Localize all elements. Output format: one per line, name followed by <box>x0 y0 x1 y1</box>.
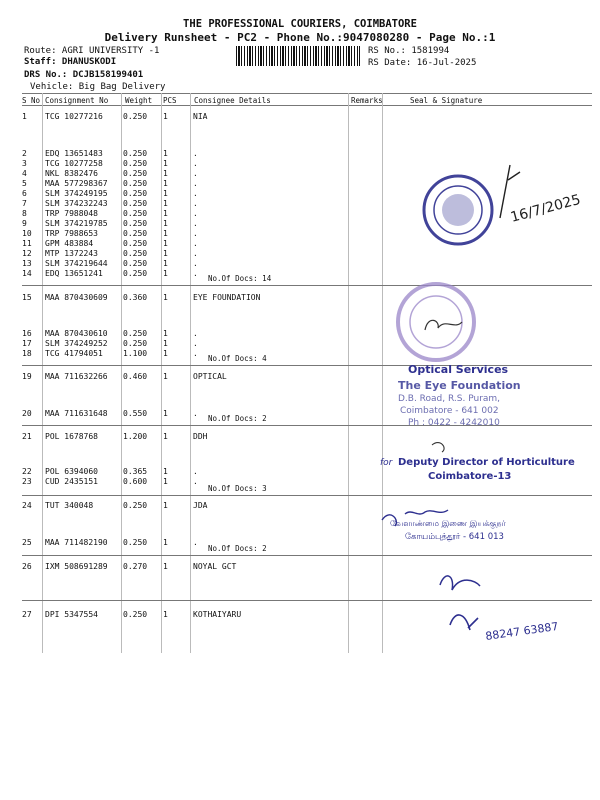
table-cell-wt: 0.250 <box>123 259 148 268</box>
table-cell-sno: 2 <box>22 149 27 158</box>
table-cell-sno: 17 <box>22 339 32 348</box>
table-cell-cn: POL 6394060 <box>45 467 98 476</box>
table-cell-sno: 5 <box>22 179 27 188</box>
table-cell-pcs: 1 <box>163 179 168 188</box>
table-cell-pcs: 1 <box>163 329 168 338</box>
optical-stamp-line1: Optical Services <box>408 363 509 376</box>
table-cell-wt: 0.250 <box>123 239 148 248</box>
table-cell-cn: SLM 374249195 <box>45 189 108 198</box>
table-cell-pcs: 1 <box>163 409 168 418</box>
table-cell-wt: 0.365 <box>123 467 148 476</box>
deputy-stamp-line1: Deputy Director of Horticulture <box>398 457 575 468</box>
table-cell-details: . <box>193 538 198 547</box>
table-cell-cn: MAA 711631648 <box>45 409 108 418</box>
table-cell-sno: 11 <box>22 239 32 248</box>
table-cell-wt: 0.250 <box>123 199 148 208</box>
table-cell-wt: 0.460 <box>123 372 148 381</box>
col-header-pcs: PCS <box>163 96 177 105</box>
table-cell-cn: MAA 711482190 <box>45 538 108 547</box>
table-cell-cn: DPI 5347554 <box>45 610 98 619</box>
table-cell-pcs: 1 <box>163 349 168 358</box>
table-cell-wt: 1.100 <box>123 349 148 358</box>
table-cell-details: . <box>193 269 198 278</box>
table-cell-wt: 0.250 <box>123 610 148 619</box>
table-cell-cn: MAA 577298367 <box>45 179 108 188</box>
table-cell-pcs: 1 <box>163 229 168 238</box>
table-cell-pcs: 1 <box>163 219 168 228</box>
table-cell-details: . <box>193 209 198 218</box>
table-cell-pcs: 1 <box>163 293 168 302</box>
table-cell-cn: POL 1678768 <box>45 432 98 441</box>
table-cell-wt: 0.600 <box>123 477 148 486</box>
table-cell-pcs: 1 <box>163 339 168 348</box>
table-cell-details: . <box>193 219 198 228</box>
deputy-prefix: for <box>380 458 393 468</box>
table-cell-sno: 7 <box>22 199 27 208</box>
table-cell-wt: 0.250 <box>123 249 148 258</box>
table-cell-cn: TUT 340048 <box>45 501 94 510</box>
table-cell-cn: TCG 10277258 <box>45 159 103 168</box>
table-cell-sno: 8 <box>22 209 27 218</box>
table-cell-sno: 14 <box>22 269 32 278</box>
table-cell-sno: 21 <box>22 432 32 441</box>
table-cell-details: NIA <box>193 112 208 121</box>
table-cell-pcs: 1 <box>163 610 168 619</box>
table-cell-wt: 1.200 <box>123 432 148 441</box>
kothaiyaru-signature <box>450 615 478 630</box>
table-cell-sno: 24 <box>22 501 32 510</box>
table-cell-wt: 0.250 <box>123 159 148 168</box>
table-cell-wt: 0.250 <box>123 219 148 228</box>
col-header-weight: Weight <box>125 96 153 105</box>
table-cell-details: KOTHAIYARU <box>193 610 242 619</box>
deputy-stamp-line2: Coimbatore-13 <box>428 471 512 482</box>
table-cell-details: . <box>193 239 198 248</box>
col-header-remarks: Remarks <box>351 96 383 105</box>
table-cell-cn: SLM 374232243 <box>45 199 108 208</box>
table-cell-details: . <box>193 149 198 158</box>
table-cell-cn: EDQ 13651241 <box>45 269 103 278</box>
table-cell-details: NOYAL GCT <box>193 562 237 571</box>
table-cell-sno: 6 <box>22 189 27 198</box>
table-cell-sno: 19 <box>22 372 32 381</box>
table-cell-cn: SLM 374219785 <box>45 219 108 228</box>
table-cell-sno: 10 <box>22 229 32 238</box>
doc-count: No.Of Docs: 14 <box>208 274 272 283</box>
table-cell-wt: 0.250 <box>123 339 148 348</box>
table-cell-pcs: 1 <box>163 269 168 278</box>
table-cell-wt: 0.250 <box>123 209 148 218</box>
route-label: Route: AGRI UNIVERSITY -1 <box>24 46 160 56</box>
table-cell-wt: 0.250 <box>123 179 148 188</box>
table-cell-pcs: 1 <box>163 209 168 218</box>
table-cell-pcs: 1 <box>163 112 168 121</box>
table-cell-details: . <box>193 329 198 338</box>
table-cell-cn: TRP 7988048 <box>45 209 98 218</box>
table-cell-details: . <box>193 249 198 258</box>
table-cell-pcs: 1 <box>163 477 168 486</box>
table-cell-pcs: 1 <box>163 239 168 248</box>
table-cell-details: . <box>193 339 198 348</box>
table-cell-wt: 0.250 <box>123 329 148 338</box>
table-cell-sno: 22 <box>22 467 32 476</box>
table-cell-wt: 0.550 <box>123 409 148 418</box>
table-cell-cn: MAA 870430610 <box>45 329 108 338</box>
eye-foundation-signature <box>425 320 462 330</box>
table-cell-pcs: 1 <box>163 149 168 158</box>
table-cell-details: DDH <box>193 432 208 441</box>
table-cell-details: . <box>193 229 198 238</box>
table-cell-sno: 20 <box>22 409 32 418</box>
table-cell-wt: 0.250 <box>123 229 148 238</box>
table-cell-sno: 25 <box>22 538 32 547</box>
table-cell-cn: IXM 508691289 <box>45 562 108 571</box>
doc-count: No.Of Docs: 3 <box>208 484 267 493</box>
table-cell-wt: 0.360 <box>123 293 148 302</box>
table-cell-cn: MAA 711632266 <box>45 372 108 381</box>
handwritten-date: 16/7/2025 <box>508 191 583 226</box>
col-header-consignee: Consignee Details <box>194 96 271 105</box>
table-cell-details: . <box>193 189 198 198</box>
table-cell-wt: 0.270 <box>123 562 148 571</box>
table-cell-sno: 1 <box>22 112 27 121</box>
table-cell-sno: 9 <box>22 219 27 228</box>
table-cell-cn: SLM 374249252 <box>45 339 108 348</box>
table-cell-cn: EDQ 13651483 <box>45 149 103 158</box>
phone-handwritten: 88247 63887 <box>484 619 560 643</box>
table-cell-sno: 3 <box>22 159 27 168</box>
col-header-consignment: Consignment No <box>45 96 109 105</box>
table-cell-details: JDA <box>193 501 208 510</box>
table-cell-sno: 26 <box>22 562 32 571</box>
table-cell-cn: NKL 8382476 <box>45 169 98 178</box>
doc-count: No.Of Docs: 2 <box>208 544 267 553</box>
table-cell-sno: 18 <box>22 349 32 358</box>
table-cell-details: . <box>193 349 198 358</box>
table-cell-details: . <box>193 467 198 476</box>
staff-label: Staff: DHANUSKODI <box>24 57 117 67</box>
table-cell-details: . <box>193 179 198 188</box>
runsheet-subtitle: Delivery Runsheet - PC2 - Phone No.:9047080280 - Page No.:1 <box>104 31 496 44</box>
table-cell-sno: 15 <box>22 293 32 302</box>
table-cell-cn: CUD 2435151 <box>45 477 98 486</box>
table-cell-pcs: 1 <box>163 538 168 547</box>
doc-count: No.Of Docs: 2 <box>208 414 267 423</box>
table-cell-sno: 27 <box>22 610 32 619</box>
table-cell-pcs: 1 <box>163 199 168 208</box>
optical-stamp-line2: The Eye Foundation <box>398 379 521 392</box>
optical-stamp-line4: Coimbatore - 641 002 <box>400 406 499 416</box>
table-cell-details: . <box>193 409 198 418</box>
table-cell-pcs: 1 <box>163 259 168 268</box>
table-cell-pcs: 1 <box>163 432 168 441</box>
col-header-seal: Seal & Signature <box>410 96 483 105</box>
optical-stamp-line5: Ph : 0422 - 4242010 <box>408 418 500 428</box>
table-cell-cn: MAA 870430609 <box>45 293 108 302</box>
table-cell-cn: TCG 41794051 <box>45 349 103 358</box>
table-cell-details: . <box>193 169 198 178</box>
rs-number: RS No.: 1581994 <box>368 46 450 56</box>
table-cell-pcs: 1 <box>163 562 168 571</box>
table-cell-pcs: 1 <box>163 249 168 258</box>
optical-stamp-line3: D.B. Road, R.S. Puram, <box>398 394 501 404</box>
nia-round-seal <box>424 176 492 244</box>
rs-date: RS Date: 16-Jul-2025 <box>368 58 477 68</box>
table-cell-sno: 13 <box>22 259 32 268</box>
table-cell-wt: 0.250 <box>123 538 148 547</box>
company-title: THE PROFESSIONAL COURIERS, COIMBATORE <box>183 18 417 30</box>
table-cell-cn: MTP 1372243 <box>45 249 98 258</box>
drs-number: DRS No.: DCJB158199401 <box>24 70 144 80</box>
table-cell-wt: 0.250 <box>123 189 148 198</box>
noyal-signature <box>440 576 480 590</box>
table-cell-pcs: 1 <box>163 159 168 168</box>
table-cell-details: EYE FOUNDATION <box>193 293 261 302</box>
table-cell-cn: SLM 374219644 <box>45 259 108 268</box>
table-cell-details: . <box>193 259 198 268</box>
table-cell-sno: 16 <box>22 329 32 338</box>
table-cell-wt: 0.250 <box>123 501 148 510</box>
table-cell-pcs: 1 <box>163 189 168 198</box>
table-cell-cn: GPM 483884 <box>45 239 94 248</box>
jda-stamp-line1: வேளாண்மை இணை இயக்குநர் <box>390 519 506 528</box>
vehicle-label: Vehicle: Big Bag Delivery <box>30 82 166 92</box>
table-cell-sno: 23 <box>22 477 32 486</box>
table-cell-details: . <box>193 159 198 168</box>
table-cell-pcs: 1 <box>163 501 168 510</box>
table-cell-details: . <box>193 477 198 486</box>
table-cell-cn: TRP 7988653 <box>45 229 98 238</box>
table-cell-details: . <box>193 199 198 208</box>
table-cell-wt: 0.250 <box>123 269 148 278</box>
table-cell-wt: 0.250 <box>123 112 148 121</box>
jda-stamp-line2: கோயம்புத்தூர் - 641 013 <box>405 532 504 542</box>
table-cell-pcs: 1 <box>163 169 168 178</box>
table-cell-wt: 0.250 <box>123 169 148 178</box>
doc-count: No.Of Docs: 4 <box>208 354 267 363</box>
table-cell-cn: TCG 10277216 <box>45 112 103 121</box>
table-cell-details: OPTICAL <box>193 372 227 381</box>
table-cell-pcs: 1 <box>163 467 168 476</box>
table-cell-sno: 12 <box>22 249 32 258</box>
table-cell-pcs: 1 <box>163 372 168 381</box>
ddh-initial <box>432 443 444 452</box>
table-cell-wt: 0.250 <box>123 149 148 158</box>
table-cell-sno: 4 <box>22 169 27 178</box>
col-header-sno: S No <box>22 96 41 105</box>
